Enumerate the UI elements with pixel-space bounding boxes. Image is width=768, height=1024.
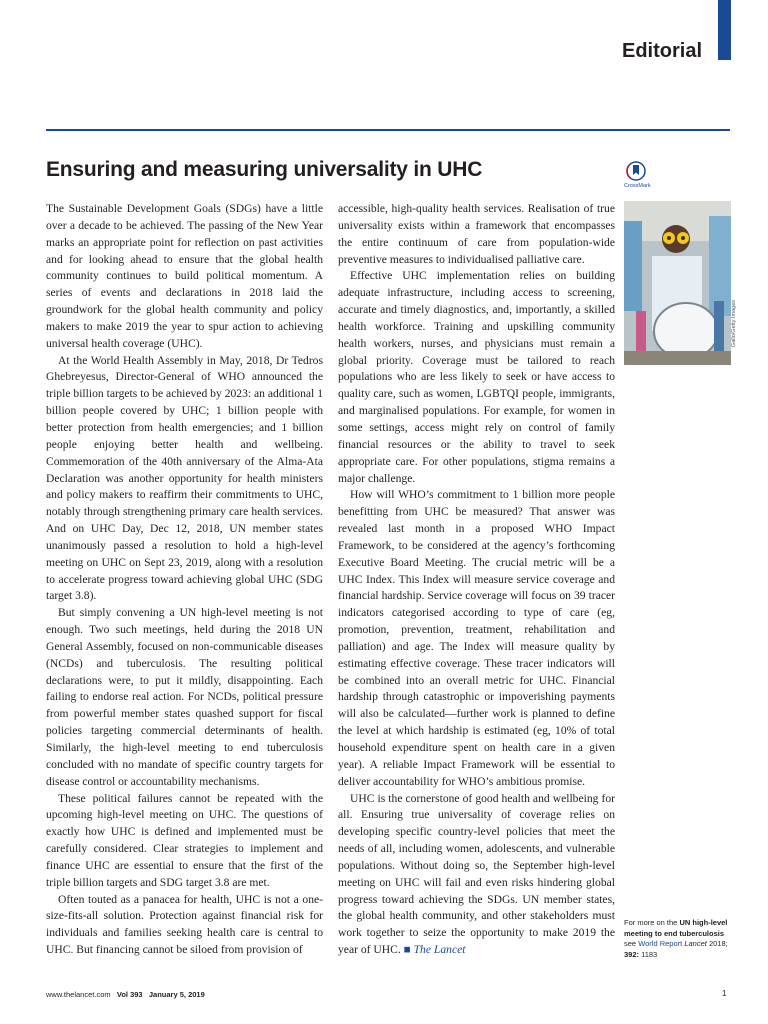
crossmark-label: CrossMark (624, 183, 651, 189)
header-rule (46, 129, 730, 131)
sidebar-note (624, 918, 734, 960)
note-volume: 392: (624, 949, 640, 959)
section-accent-bar (718, 0, 731, 60)
paragraph-final (338, 791, 615, 959)
page-footer (46, 990, 205, 999)
note-see: see (624, 939, 639, 948)
note-citation-journal: Lancet (684, 939, 707, 948)
paragraph: Effective UHC implementation relies on building adequate infrastructure, including access to screening, accurate and timely diagnostics, and, importantly, a skilled health workforce. Training and upskilling community health workers, nurses, and physicians must remain a global priority. Coverage must be tailored to reach populations who are less likely to seek or have access to quality care, such as women, LGBTQI people, immigrants, and marginalised populations. For example, for women in some settings, access might rely on control of family financial resources or the ability to travel to seek appropriate care. For other populations, stigma remains a major challenge. (338, 269, 615, 485)
paragraph: But simply convening a UN high-level meeting is not enough. Two such meetings, held during the 2018 UN General Assembly, focused on non-communicable diseases (NCDs) and tuberculosis. The resulting political declarations were, to put it mildly, disappointing. Each failing to endorse real action. For NCDs, political pressure from powerful member states quashed support for fiscal policies targeting commercial determinants of health. Similarly, the high-level meeting to end tuberculosis concluded with no mandate of specific country targets for disease control or accountability mechanisms. (46, 606, 323, 788)
end-mark: ■ (403, 943, 411, 957)
footer-date: January 5, 2019 (148, 990, 205, 999)
paragraph: How will WHO’s commitment to 1 billion more people benefitting from UHC be measured? That answer was revealed last month in a proposed WHO Impact Framework, to be considered at the agency’s forthcoming Executive Board Meeting. The crucial metric will be a UHC Index. This Index will measure service coverage and financial hardship. Service coverage will focus on 39 tracer indicators categorised according to type of care (eg, promotion, prevention, treatment, rehabilitation and palliation) and age. The Index will measure quality by estimating effective coverage. These tracer indicators will be combined into an overall metric for UHC. Financial hardship through catastrophic or impoverishing payments will also be calculated—further work is planned to define the level at which hardship is estimated (eg, 10% of total household expenditure spent on health care in a given year). A reliable Impact Framework will be essential to deliver accountability for WHO’s ambitious promise. (338, 488, 615, 788)
article-column-2 (338, 201, 615, 959)
article-photo (624, 201, 731, 365)
article-column-1 (46, 201, 323, 959)
paragraph: Often touted as a panacea for health, UHC is not a one-size-fits-all solution. Protection against financial risk for individuals and families seeking health care is central to UHC. But financing cannot be siloed from provision of (46, 892, 323, 957)
photo-illustration (624, 201, 731, 365)
section-label: Editorial (621, 40, 702, 62)
world-report-link[interactable]: World Report (638, 939, 683, 948)
note-pages: 1183 (639, 949, 658, 959)
paragraph: At the World Health Assembly in May, 2018, Dr Tedros Ghebreyesus, Director-General of WHO announced the triple billion targets to be achieved by 2023: an additional 1 billion people covered by UHC; 1 billion people with better protection from health emergencies; and 1 billion people enjoying better health and wellbeing. Commemoration of the 40th anniversary of the Alma-Ata Declaration was another opportunity for health ministers and policy makers to reaffirm their commitments to UHC, notably through strengthening primary care health services. And on UHC Day, Dec 12, 2018, UN member states unanimously passed a resolution to hold a high-level meeting on UHC on Sept 23, 2019, along with a resolution to accelerate progress toward achieving global UHC (SDG target 3.8). (46, 353, 323, 603)
note-topic: UN high-level meeting to end tuberculosis (624, 918, 728, 938)
note-year: 2018; (706, 939, 728, 948)
article-title: Ensuring and measuring universality in UHC (46, 158, 483, 181)
paragraph: These political failures cannot be repeated with the upcoming high-level meeting on UHC. The questions of exactly how UHC is defined and implemented must be carefully considered. Clear strategies to implement and finance UHC are essential to ensure that the first of the triple billion targets and SDG target 3.8 are met. (46, 791, 323, 889)
footer-volume: Vol 393 (116, 990, 143, 999)
paragraph: accessible, high-quality health services. Realisation of true universality exists within a framework that encompasses the entire continuum of care from population-wide preventive measures to individualised palliative care. (338, 202, 615, 266)
page-number: 1 (722, 989, 727, 998)
paragraph: The Sustainable Development Goals (SDGs) have a little over a decade to be achieved. The passing of the New Year marks an appropriate point for reflection on past activities and for looking ahead to ensure that the global health community continues to build political momentum. A series of events and declarations in 2018 laid the groundwork for the global health community and policy makers to make 2019 the year to spur action to achieving universal health coverage (UHC). (46, 202, 323, 350)
crossmark-badge[interactable] (624, 161, 651, 189)
paragraph-text: UHC is the cornerstone of good health and wellbeing for all. Ensuring true universality of coverage relies on developing specific country-level policies that meet the needs of all, including women, adolescents, and vulnerable populations. Without doing so, the September high-level meeting on UHC will fail and even risks hindering global progress toward achieving the SDGs. UN member states, the global health community, and other stakeholders must work together to seize the opportunity to make 2019 the year of UHC. (338, 791, 615, 957)
crossmark-icon (626, 161, 646, 183)
footer-site[interactable]: www.thelancet.com (46, 990, 111, 999)
photo-credit: Gallo/Getty Images (731, 300, 737, 348)
note-prefix: For more on the (624, 918, 680, 927)
signature: The Lancet (413, 943, 466, 957)
